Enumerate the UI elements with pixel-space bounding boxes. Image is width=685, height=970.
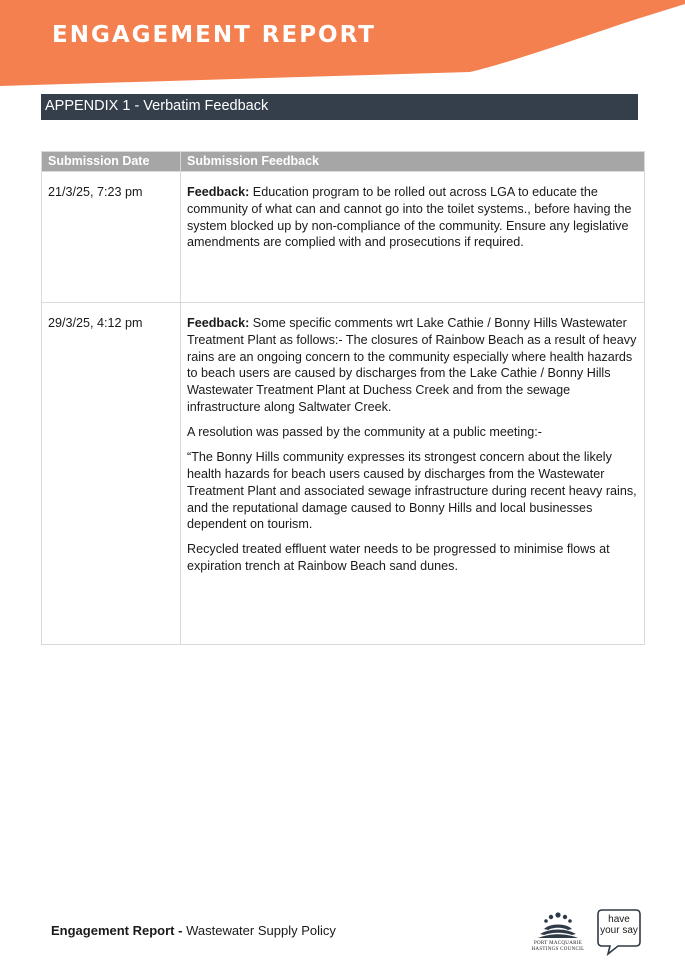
have-your-say-line-2: your say (600, 925, 638, 936)
table-header-row (42, 152, 645, 172)
header-banner (0, 0, 685, 90)
feedback-text: Some specific comments wrt Lake Cathie / Bonny Hills Wastewater Treatment Plant as follows:- The closures of Rainbow Beach as a result of heavy rains are an ongoing concern to the community especially where health hazards to beach users are caused by discharges from the Lake Cathie / Bonny Hills Wastewater Treatment Plant at Duchess Creek and from the sewage infrastructure along Saltwater Creek. (187, 315, 637, 415)
column-header-date: Submission Date (42, 152, 181, 172)
footer-report-name: Engagement Report - (51, 923, 183, 938)
table-row (42, 302, 645, 644)
council-name-line-1: PORT MACQUARIE (533, 941, 583, 946)
submission-date: 29/3/25, 4:12 pm (42, 302, 181, 644)
feedback-label: Feedback: (187, 184, 250, 199)
feedback-paragraph: “The Bonny Hills community expresses its strongest concern about the likely health hazards for beach users caused by discharges from the Wastewater Treatment Plant and associated sewage infrastructure during recent heavy rains, and the reputational damage caused to Bonny Hills and local businesses dependent on tourism. (187, 449, 637, 532)
submission-date: 21/3/25, 7:23 pm (42, 171, 181, 302)
council-logo-text (528, 941, 588, 953)
submission-feedback (181, 302, 645, 644)
feedback-text: Education program to be rolled out across LGA to educate the community of what can and cannot go into the toilet systems., before having the system blocked up by non-compliance of the community. Ensure any legislative amendments are complied with and prosecutions if required. (187, 184, 632, 250)
feedback-paragraph (187, 184, 638, 252)
footer-policy-name: Wastewater Supply Policy (182, 923, 336, 938)
column-header-feedback: Submission Feedback (181, 152, 645, 172)
feedback-label: Feedback: (187, 315, 250, 330)
have-your-say-line-1: have (608, 914, 630, 925)
report-title: ENGAGEMENT REPORT (52, 22, 376, 48)
feedback-table (41, 151, 645, 645)
table-row (42, 171, 645, 302)
feedback-paragraph (187, 315, 638, 416)
feedback-paragraph: Recycled treated effluent water needs to be progressed to minimise flows at expiration trench at Rainbow Beach sand dunes. (187, 542, 610, 574)
submission-feedback (181, 171, 645, 302)
feedback-paragraph: A resolution was passed by the community at a public meeting:- (187, 425, 542, 439)
section-title: APPENDIX 1 - Verbatim Feedback (41, 94, 638, 120)
council-name-line-2: HASTINGS COUNCIL (531, 946, 585, 952)
have-your-say-logo-text (599, 914, 639, 936)
page-footer (51, 923, 336, 938)
